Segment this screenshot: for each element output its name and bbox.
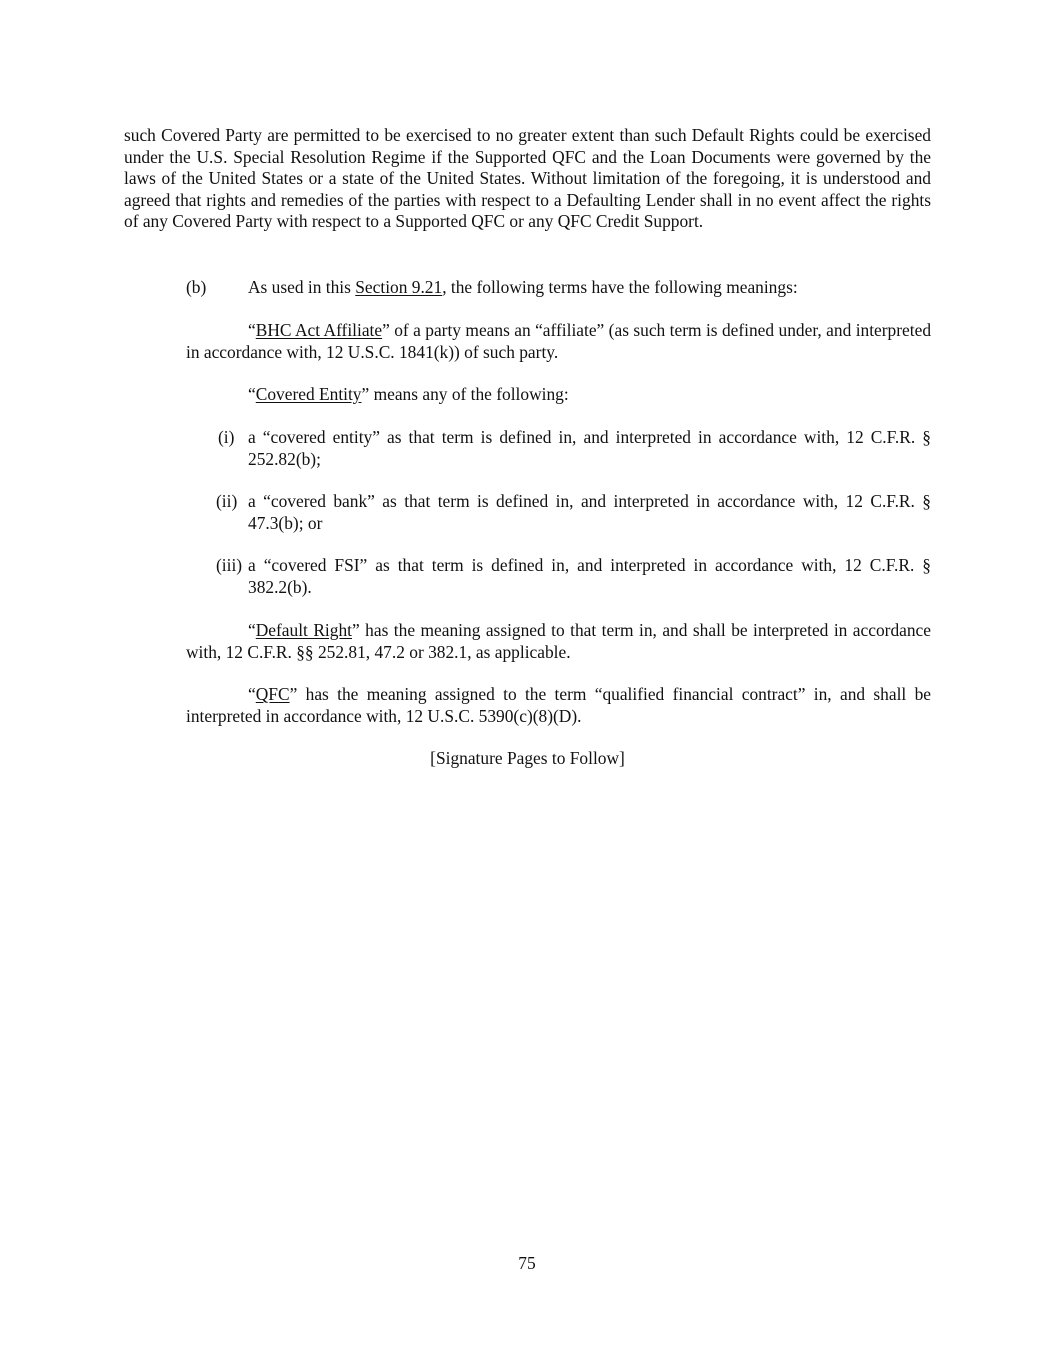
definition-open-quote: “: [248, 684, 256, 704]
definition-open-quote: “: [248, 620, 256, 640]
definition-text: ” means any of the following:: [361, 384, 569, 404]
definition-text: ” has the meaning assigned to the term “qualified financial contract” in, and shall be interpreted in accordance with, 12 U.S.C. 5390(c)(8)(D).: [186, 684, 931, 726]
defined-term: Covered Entity: [255, 384, 362, 404]
list-item-text: a “covered FSI” as that term is defined in, and interpreted in accordance with, 12 C.F.R. § 382.2(b).: [248, 555, 931, 597]
defined-term: Default Right: [255, 620, 352, 640]
signature-pages-note: [Signature Pages to Follow]: [430, 748, 625, 768]
definition-text: ” has the meaning assigned to that term in, and shall be interpreted in accordance with, 12 C.F.R. §§ 252.81, 47.2 or 382.1, as applicable.: [186, 620, 931, 662]
definition-bhc-act-affiliate: [186, 320, 931, 363]
subsection-b-text-before: As used in this: [248, 277, 356, 297]
subsection-b-label: (b): [186, 277, 207, 297]
subsection-b-text-after: , the following terms have the following meanings:: [442, 277, 798, 297]
definition-qfc: [186, 684, 931, 727]
list-item-label: (i): [218, 427, 235, 447]
definition-default-right: [186, 620, 931, 663]
definition-text: ” of a party means an “affiliate” (as such term is defined under, and interpreted in accordance with, 12 U.S.C. 1841(k)) of such party.: [186, 320, 932, 362]
subsection-b-text: [248, 277, 938, 299]
definition-covered-entity: [186, 384, 931, 406]
definition-open-quote: “: [248, 320, 256, 340]
defined-term: QFC: [255, 684, 290, 704]
page-number: 75: [518, 1253, 536, 1273]
definition-open-quote: “: [248, 384, 256, 404]
intro-paragraph: such Covered Party are permitted to be exercised to no greater extent than such Default Rights could be exercised under the U.S. Special Resolution Regime if the Supported QFC and the Loan Documents were governed by the laws of the United States or a state of the United States. Without limitation of the foregoing, it is understood and agreed that rights and remedies of the parties with respect to a Defaulting Lender shall in no event affect the rights of any Covered Party with respect to a Supported QFC or any QFC Credit Support.: [124, 125, 931, 232]
defined-term: BHC Act Affiliate: [255, 320, 383, 340]
section-reference-link[interactable]: Section 9.21: [355, 277, 443, 297]
list-item-text: a “covered bank” as that term is defined in, and interpreted in accordance with, 12 C.F.R. § 47.3(b); or: [248, 491, 931, 533]
list-item-label: (ii): [216, 491, 238, 511]
list-item-text: a “covered entity” as that term is defined in, and interpreted in accordance with, 12 C.F.R. § 252.82(b);: [248, 427, 931, 469]
list-item-label: (iii): [216, 555, 243, 575]
